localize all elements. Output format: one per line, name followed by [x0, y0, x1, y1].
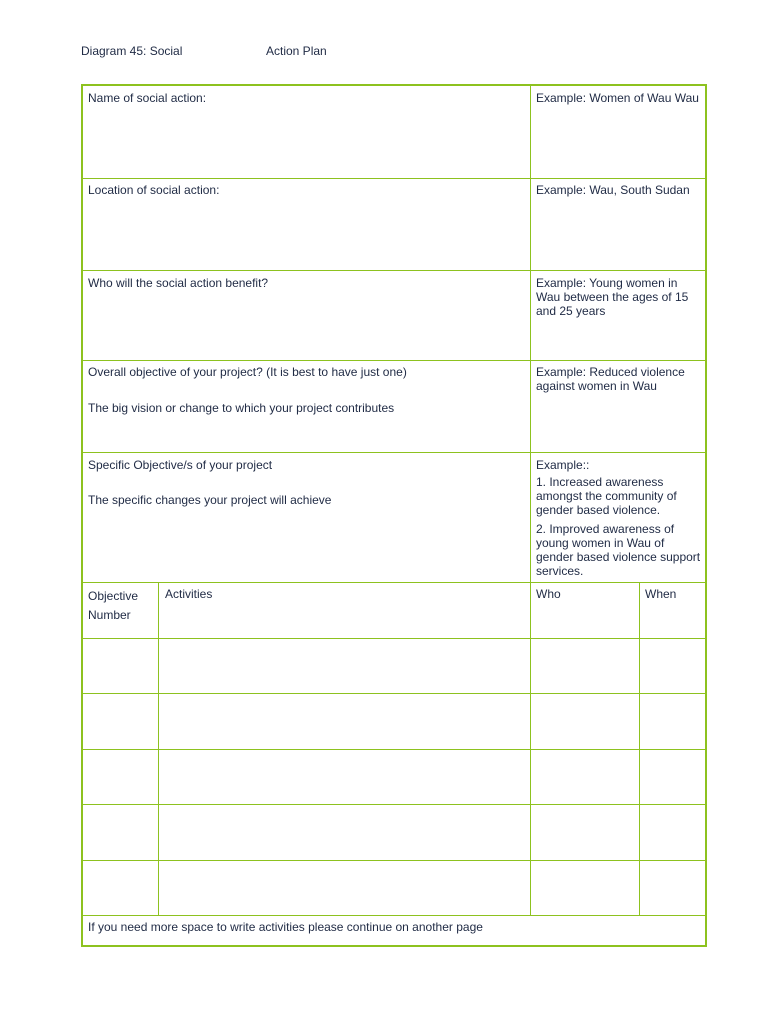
- location-example: Example: Wau, South Sudan: [536, 183, 690, 197]
- row-divider: [83, 693, 705, 694]
- action-plan-form: [81, 84, 707, 947]
- row-divider: [83, 804, 705, 805]
- row-divider: [83, 178, 705, 179]
- row-divider: [83, 860, 705, 861]
- column-divider: [158, 582, 159, 915]
- name-label: Name of social action:: [88, 91, 207, 105]
- benefit-example: Example: Young women in Wau between the ages of 15 and 25 years: [536, 276, 689, 318]
- specific-example-2: 2. Improved awareness of young women in Wau of gender based violence support services.: [536, 522, 701, 578]
- overall-example: Example: Reduced violence against women in Wau: [536, 365, 685, 393]
- diagram-label: Diagram 45: Social: [81, 44, 183, 58]
- objective-number-header: Objective Number: [88, 589, 139, 622]
- specific-example-heading: Example::: [536, 458, 590, 472]
- column-divider: [639, 582, 640, 915]
- row-divider: [83, 452, 705, 453]
- location-label: Location of social action:: [88, 183, 220, 197]
- benefit-label: Who will the social action benefit?: [88, 276, 269, 290]
- continue-note: If you need more space to write activities please continue on another page: [88, 920, 483, 934]
- specific-sublabel: The specific changes your project will achieve: [88, 493, 332, 507]
- who-header: Who: [536, 587, 561, 601]
- name-example: Example: Women of Wau Wau: [536, 91, 699, 105]
- row-divider: [83, 749, 705, 750]
- overall-sublabel: The big vision or change to which your project contributes: [88, 401, 395, 415]
- row-divider: [83, 582, 705, 583]
- row-divider: [83, 360, 705, 361]
- when-header: When: [645, 587, 677, 601]
- specific-label: Specific Objective/s of your project: [88, 458, 273, 472]
- diagram-title: Action Plan: [266, 44, 327, 58]
- column-divider: [530, 86, 531, 915]
- row-divider: [83, 638, 705, 639]
- overall-label: Overall objective of your project? (It is best to have just one): [88, 365, 407, 379]
- row-divider: [83, 270, 705, 271]
- page-title: [81, 44, 327, 58]
- activities-header: Activities: [165, 587, 213, 601]
- row-divider: [83, 915, 705, 916]
- specific-example-1: 1. Increased awareness amongst the community of gender based violence.: [536, 475, 677, 517]
